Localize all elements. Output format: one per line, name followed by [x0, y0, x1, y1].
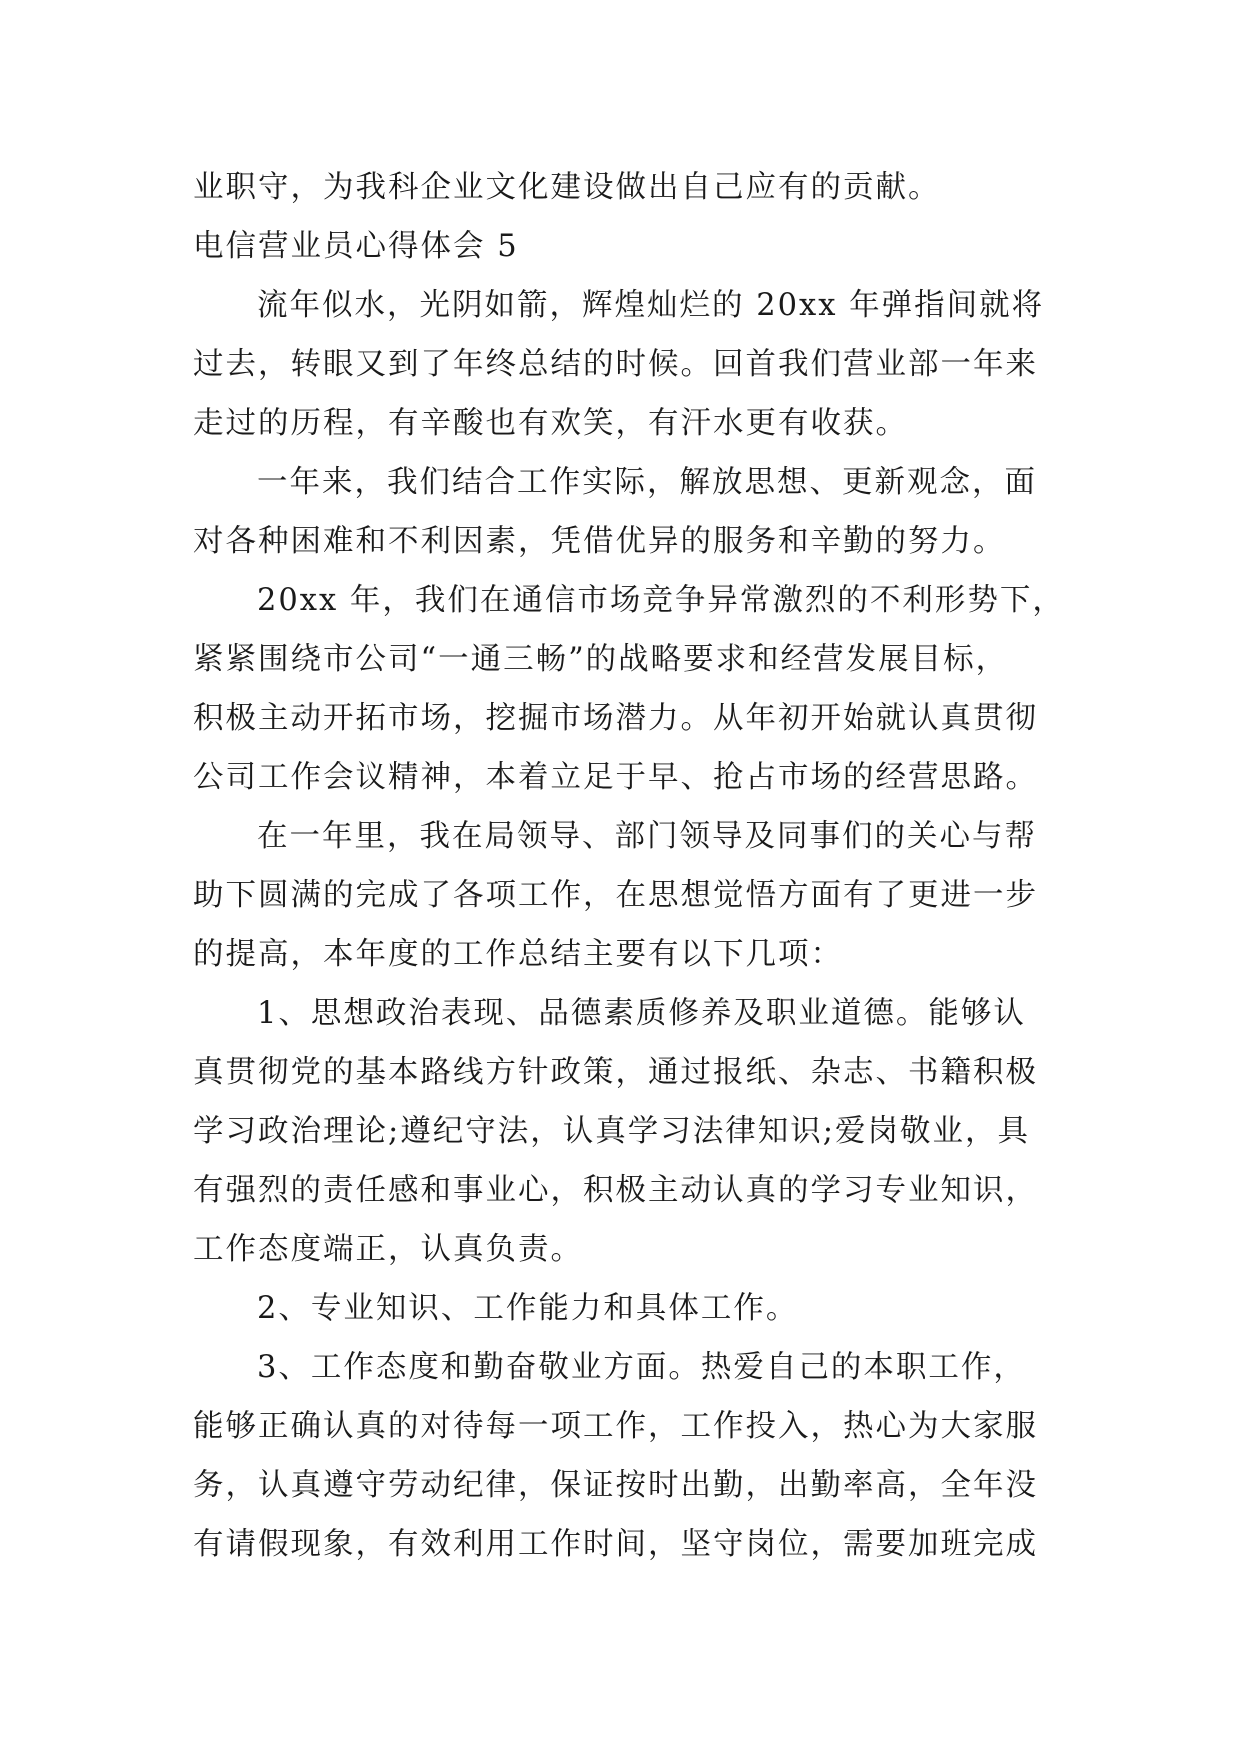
text-line: 真贯彻党的基本路线方针政策，通过报纸、杂志、书籍积极 [193, 1055, 1038, 1090]
document-body [193, 158, 1065, 1574]
text-line: 3、工作态度和勤奋敬业方面。热爱自己的本职工作， [257, 1350, 1026, 1385]
text-line: 一年来，我们结合工作实际，解放思想、更新观念，面 [257, 465, 1037, 500]
section-heading: 电信营业员心得体会 5 [193, 229, 519, 264]
text-line: 积极主动开拓市场，挖掘市场潜力。从年初开始就认真贯彻 [193, 701, 1038, 736]
text-line: 业职守，为我科企业文化建设做出自己应有的贡献。 [193, 170, 941, 205]
text-line: 助下圆满的完成了各项工作，在思想觉悟方面有了更进一步 [193, 878, 1038, 913]
text-line: 的提高，本年度的工作总结主要有以下几项： [193, 937, 843, 972]
text-line: 2、专业知识、工作能力和具体工作。 [257, 1291, 799, 1326]
text-line: 有请假现象，有效利用工作时间，坚守岗位，需要加班完成 [193, 1527, 1038, 1562]
text-line: 工作态度端正，认真负责。 [193, 1232, 583, 1267]
text-line: 流年似水，光阴如箭，辉煌灿烂的 20xx 年弹指间就将 [257, 288, 1045, 323]
text-line: 20xx 年，我们在通信市场竞争异常激烈的不利形势下， [257, 583, 1065, 618]
text-line: 公司工作会议精神，本着立足于早、抢占市场的经营思路。 [193, 760, 1038, 795]
text-line: 务，认真遵守劳动纪律，保证按时出勤，出勤率高，全年没 [193, 1468, 1038, 1503]
text-line: 对各种困难和不利因素，凭借优异的服务和辛勤的努力。 [193, 524, 1006, 559]
text-line: 能够正确认真的对待每一项工作，工作投入，热心为大家服 [193, 1409, 1038, 1444]
text-line: 过去，转眼又到了年终总结的时候。回首我们营业部一年来 [193, 347, 1038, 382]
text-line: 有强烈的责任感和事业心，积极主动认真的学习专业知识， [193, 1173, 1038, 1208]
text-line: 1、思想政治表现、品德素质修养及职业道德。能够认 [257, 996, 1026, 1031]
text-line: 紧紧围绕市公司“一通三畅”的战略要求和经营发展目标， [193, 642, 1009, 677]
text-line: 在一年里，我在局领导、部门领导及同事们的关心与帮 [257, 819, 1037, 854]
text-line: 学习政治理论;遵纪守法，认真学习法律知识;爱岗敬业，具 [193, 1114, 1031, 1149]
text-line: 走过的历程，有辛酸也有欢笑，有汗水更有收获。 [193, 406, 908, 441]
